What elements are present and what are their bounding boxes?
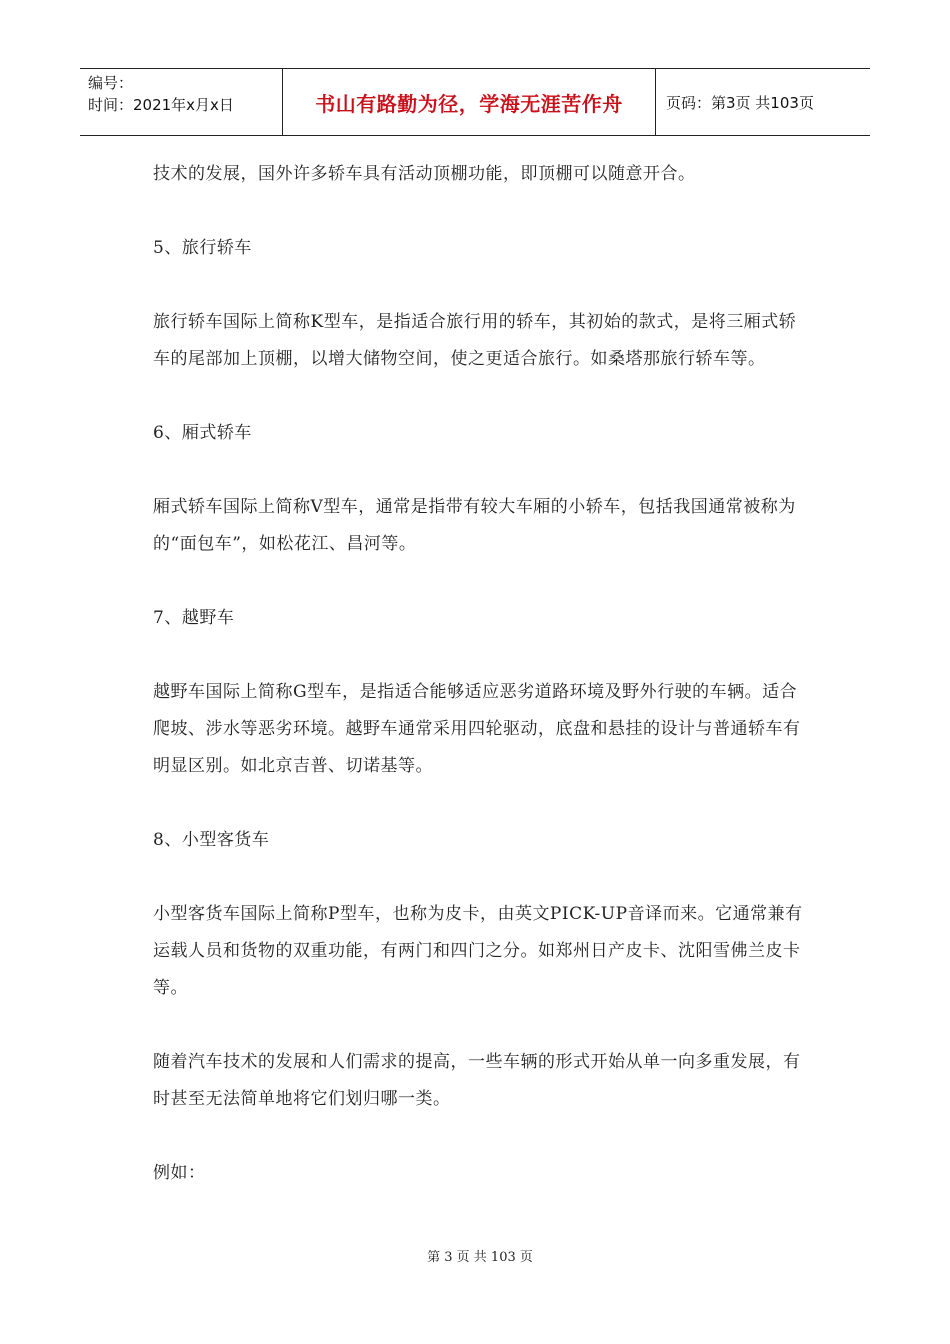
section-heading: 7、越野车 [153,608,235,628]
paragraph: 厢式轿车国际上简称V型车，通常是指带有较大车厢的小轿车，包括我国通常被称为的“面包车”，如松花江、昌河等。 [153,497,796,554]
section-heading: 6、厢式轿车 [153,423,252,443]
header-page-info: 页码：第3页 共103页 [666,93,814,112]
header-motto: 书山有路勤为径，学海无涯苦作舟 [282,69,656,135]
paragraph: 例如： [153,1163,206,1183]
document-date: 时间：2021年x月x日 [88,96,234,114]
document-header [80,68,870,136]
paragraph: 随着汽车技术的发展和人们需求的提高，一些车辆的形式开始从单一向多重发展，有时甚至无法简单地将它们划归哪一类。 [153,1052,801,1109]
document-number-label: 编号： [88,74,134,92]
paragraph: 旅行轿车国际上简称K型车，是指适合旅行用的轿车，其初始的款式，是将三厢式轿车的尾部加上顶棚，以增大储物空间，使之更适合旅行。如桑塔那旅行轿车等。 [153,312,797,369]
header-meta [80,69,282,135]
document-body [153,156,813,1229]
section-heading: 5、旅行轿车 [153,238,252,258]
section-heading: 8、小型客货车 [153,830,270,850]
page-footer: 第 3 页 共 103 页 [427,1250,533,1265]
paragraph: 越野车国际上简称G型车，是指适合能够适应恶劣道路环境及野外行驶的车辆。适合爬坡、涉水等恶劣环境。越野车通常采用四轮驱动，底盘和悬挂的设计与普通轿车有明显区别。如北京吉普、切诺基等。 [153,682,801,776]
paragraph: 技术的发展，国外许多轿车具有活动顶棚功能，即顶棚可以随意开合。 [153,164,696,184]
paragraph: 小型客货车国际上简称P型车，也称为皮卡，由英文PICK-UP音译而来。它通常兼有运载人员和货物的双重功能，有两门和四门之分。如郑州日产皮卡、沈阳雪佛兰皮卡等。 [153,904,803,998]
